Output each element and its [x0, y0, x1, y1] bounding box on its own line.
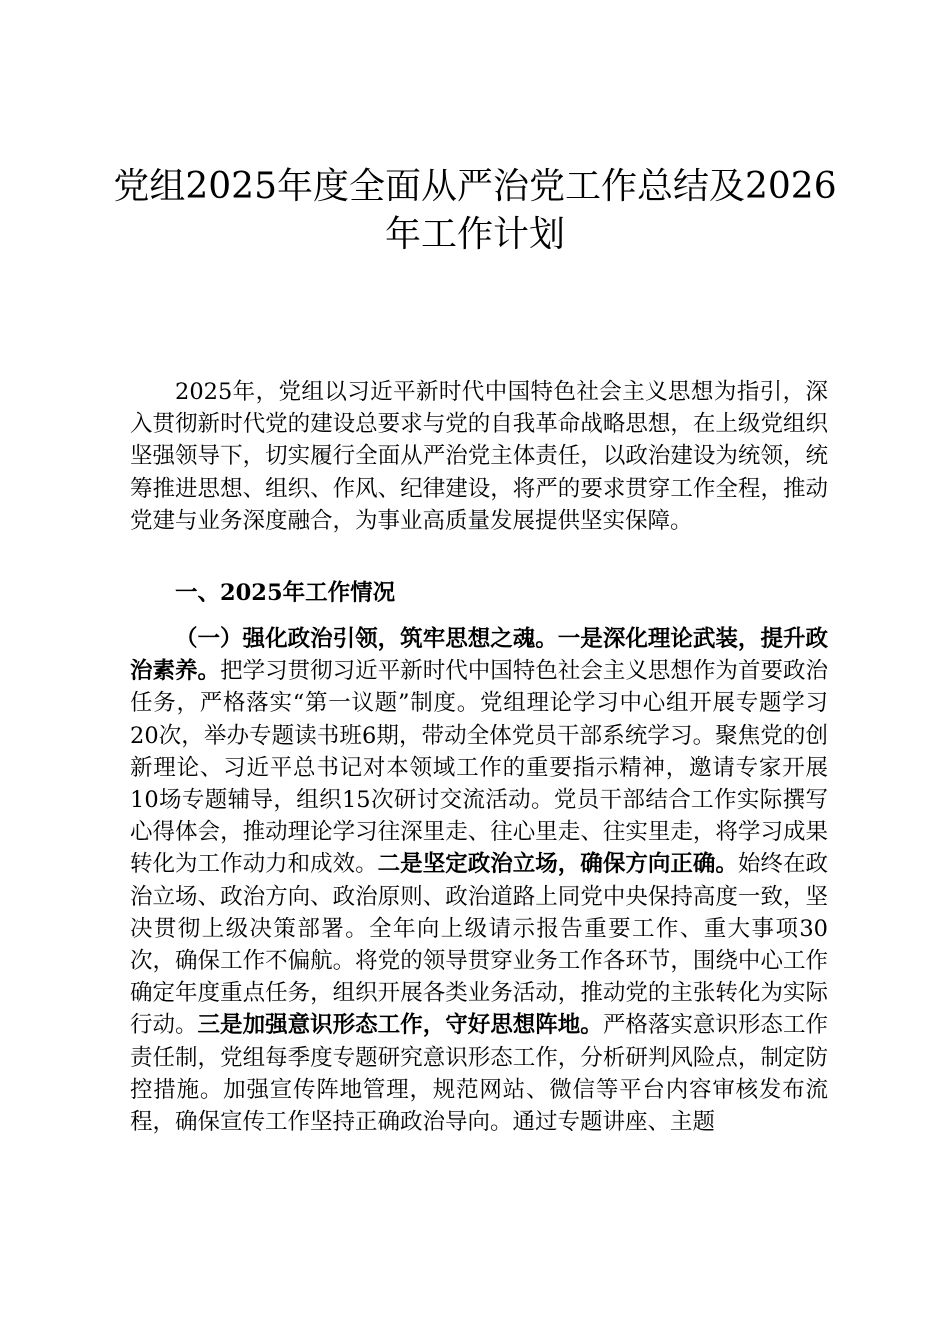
section-1-lead: （一）强化政治引领，筑牢思想之魂。一是深化理论武装，提升政治素养。	[130, 626, 828, 685]
section-heading-1: 一、2025年工作情况	[175, 580, 396, 606]
intro-paragraph: 2025年，党组以习近平新时代中国特色社会主义思想为指引，深入贯彻新时代党的建设总要求与党的自我革命战略思想，在上级党组织坚强领导下，切实履行全面从严治党主体责任，以政治建设为统领，统筹推进思想、组织、作风、纪律建设，将严的要求贯穿工作全程，推动党建与业务深度融合，为事业高质量发展提供坚实保障。	[130, 379, 828, 534]
section-1-bold-2: 二是坚定政治立场，确保方向正确。	[377, 851, 738, 878]
section-1-text-2: 始终在政治立场、政治方向、政治原则、政治道路上同党中央保持高度一致，坚决贯彻上级决策部署。全年向上级请示报告重要工作、重大事项30次，确保工作不偏航。将党的领导贯穿业务工作各环节，围绕中心工作确定年度重点任务，组织开展各类业务活动，推动党的主张转化为实际行动。	[130, 851, 828, 1039]
section-1-text-1: 把学习贯彻习近平新时代中国特色社会主义思想作为首要政治任务，严格落实“第一议题”制度。党组理论学习中心组开展专题学习20次，举办专题读书班6期，带动全体党员干部系统学习。聚焦党的创新理论、习近平总书记对本领域工作的重要指示精神，邀请专家开展10场专题辅导，组织15次研讨交流活动。党员干部结合工作实际撰写心得体会，推动理论学习往深里走、往心里走、往实里走，将学习成果转化为工作动力和成效。	[130, 658, 828, 878]
section-1-bold-3: 三是加强意识形态工作，守好思想阵地。	[197, 1012, 603, 1039]
title-line-1: 党组2025年度全面从严治党工作总结及2026	[113, 166, 837, 207]
document-title	[110, 163, 840, 259]
title-line-2: 年工作计划	[384, 214, 565, 255]
section-1-text-3: 严格落实意识形态工作责任制，党组每季度专题研究意识形态工作，分析研判风险点，制定防控措施。加强宣传阵地管理，规范网站、微信等平台内容审核发布流程，确保宣传工作坚持正确政治导向。通过专题讲座、主题	[130, 1012, 828, 1136]
section-1-paragraph	[130, 623, 828, 1138]
